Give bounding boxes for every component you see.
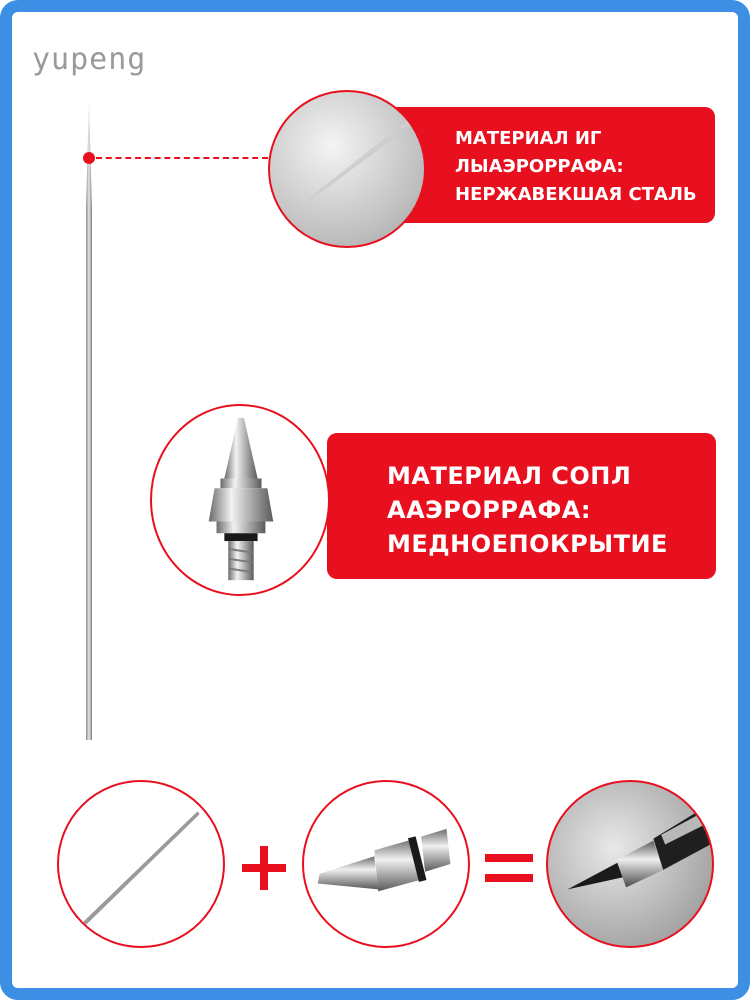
- brand-logo: yupeng: [32, 42, 147, 77]
- nozzle-icon: [150, 404, 330, 596]
- banner-line: ААЭРОРРАФА:: [387, 496, 591, 524]
- banner-line: ЛЫАЭРОРРАФА:: [455, 156, 624, 177]
- assembled-tip-icon: [546, 780, 714, 948]
- banner-line: МАТЕРИАЛ СОПЛ: [387, 462, 632, 490]
- nozzle-item-icon: [302, 780, 470, 948]
- banner-line: МАТЕРИАЛ ИГ: [455, 128, 602, 149]
- needle-item-icon: [57, 780, 225, 948]
- callout-marker-dot: [83, 152, 95, 164]
- long-needle-icon: [79, 100, 99, 740]
- needle-tip-closeup-icon: [268, 90, 426, 248]
- equals-icon: [485, 850, 533, 886]
- nozzle-material-banner: [327, 433, 716, 579]
- plus-icon: [242, 846, 286, 890]
- banner-line: НЕРЖАВЕКШАЯ СТАЛЬ: [455, 184, 697, 205]
- callout-leader-line: [96, 157, 268, 159]
- banner-line: МЕДНОЕПОКРЫТИЕ: [387, 530, 668, 558]
